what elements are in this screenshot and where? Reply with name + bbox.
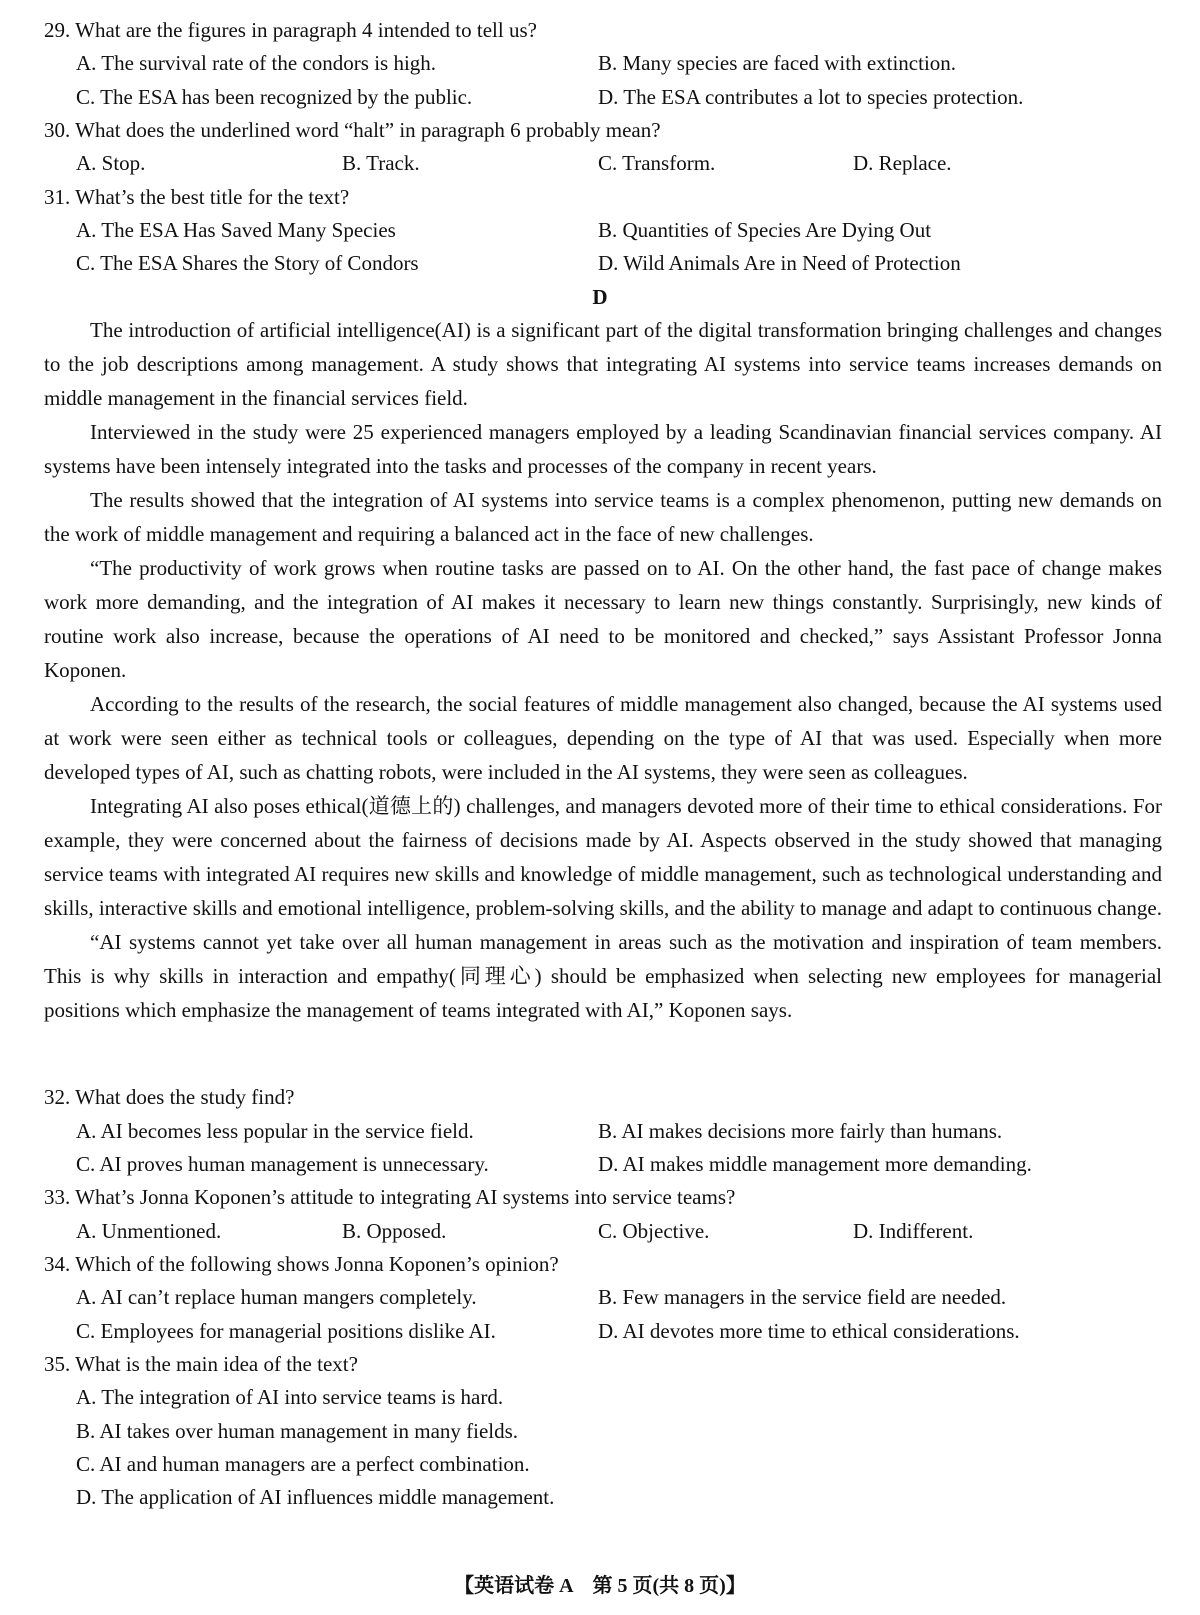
q35-option-c: C. AI and human managers are a perfect combination. — [76, 1452, 530, 1476]
question-34-stem: 34. Which of the following shows Jonna Koponen’s opinion? — [44, 1252, 559, 1276]
section-label: D — [592, 285, 608, 309]
q35-option-b: B. AI takes over human management in many fields. — [76, 1419, 519, 1443]
passage-paragraph-7: “AI systems cannot yet take over all human management in areas such as the motivation and inspiration of team members. This is why skills in interaction and empathy(同理心) should be emphasized when selecting new employees for managerial positions which emphasize the management of teams integrated with AI,” Koponen says. — [44, 930, 1162, 1022]
reading-passage — [44, 313, 1162, 1027]
question-30-stem: 30. What does the underlined word “halt” in paragraph 6 probably mean? — [44, 118, 661, 142]
passage-paragraph-3: The results showed that the integration of AI systems into service teams is a complex phenomenon, putting new demands on the work of middle management and requiring a balanced act in the face of new challenges. — [44, 488, 1162, 546]
passage-paragraph-5: According to the results of the research, the social features of middle management also changed, because the AI systems used at work were seen either as technical tools or colleagues, depending on the type of AI that was used. Especially when more developed types of AI, such as chatting robots, were included in the AI systems, they were seen as colleagues. — [44, 692, 1162, 784]
q34-option-a: A. AI can’t replace human mangers completely. — [76, 1285, 477, 1309]
passage-paragraph-2: Interviewed in the study were 25 experienced managers employed by a leading Scandinavian financial services company. AI systems have been intensely integrated into the tasks and processes of the company in recent years. — [44, 420, 1162, 478]
q33-option-d: D. Indifferent. — [853, 1219, 974, 1243]
question-31-stem: 31. What’s the best title for the text? — [44, 185, 350, 209]
passage-paragraph-6: Integrating AI also poses ethical(道德上的) challenges, and managers devoted more of their time to ethical considerations. For example, they were concerned about the fairness of decisions made by AI. Aspects observed in the study showed that managing service teams with integrated AI requires new skills and knowledge of middle management, such as technological understanding and skills, interactive skills and emotional intelligence, problem-solving skills, and the ability to manage and adapt to continuous change. — [44, 794, 1163, 920]
q31-option-c: C. The ESA Shares the Story of Condors — [76, 251, 419, 275]
q30-option-d: D. Replace. — [853, 151, 952, 175]
question-33-stem: 33. What’s Jonna Koponen’s attitude to integrating AI systems into service teams? — [44, 1185, 736, 1209]
q33-option-b: B. Opposed. — [342, 1219, 447, 1243]
question-35-stem: 35. What is the main idea of the text? — [44, 1352, 358, 1376]
question-29-stem: 29. What are the figures in paragraph 4 intended to tell us? — [44, 18, 537, 42]
page-footer: 【英语试卷 A 第 5 页(共 8 页)】 — [454, 1575, 746, 1597]
q31-option-a: A. The ESA Has Saved Many Species — [76, 218, 396, 242]
q31-option-d: D. Wild Animals Are in Need of Protection — [598, 251, 961, 275]
q30-option-a: A. Stop. — [76, 151, 146, 175]
q32-option-b: B. AI makes decisions more fairly than humans. — [598, 1119, 1003, 1143]
q35-option-d: D. The application of AI influences middle management. — [76, 1485, 555, 1509]
q34-option-d: D. AI devotes more time to ethical considerations. — [598, 1319, 1020, 1343]
q35-option-a: A. The integration of AI into service teams is hard. — [76, 1385, 504, 1409]
q32-option-c: C. AI proves human management is unnecessary. — [76, 1152, 489, 1176]
q29-option-d: D. The ESA contributes a lot to species protection. — [598, 85, 1024, 109]
q29-option-c: C. The ESA has been recognized by the public. — [76, 85, 473, 109]
q34-option-b: B. Few managers in the service field are needed. — [598, 1285, 1007, 1309]
q33-option-a: A. Unmentioned. — [76, 1219, 222, 1243]
q30-option-c: C. Transform. — [598, 151, 716, 175]
q32-option-a: A. AI becomes less popular in the service field. — [76, 1119, 474, 1143]
question-32-stem: 32. What does the study find? — [44, 1085, 295, 1109]
passage-paragraph-4: “The productivity of work grows when routine tasks are passed on to AI. On the other hand, the fast pace of change makes work more demanding, and the integration of AI makes it necessary to learn new things constantly. Surprisingly, new kinds of routine work also increase, because the operations of AI need to be monitored and checked,” says Assistant Professor Jonna Koponen. — [44, 556, 1162, 682]
q29-option-a: A. The survival rate of the condors is high. — [76, 51, 437, 75]
q32-option-d: D. AI makes middle management more demanding. — [598, 1152, 1032, 1176]
passage-paragraph-1: The introduction of artificial intelligence(AI) is a significant part of the digital transformation bringing challenges and changes to the job descriptions among management. A study shows that integrating AI systems into service teams increases demands on middle management in the financial services field. — [44, 318, 1162, 410]
q31-option-b: B. Quantities of Species Are Dying Out — [598, 218, 932, 242]
q29-option-b: B. Many species are faced with extinction. — [598, 51, 957, 75]
q34-option-c: C. Employees for managerial positions dislike AI. — [76, 1319, 496, 1343]
q30-option-b: B. Track. — [342, 151, 420, 175]
q33-option-c: C. Objective. — [598, 1219, 710, 1243]
